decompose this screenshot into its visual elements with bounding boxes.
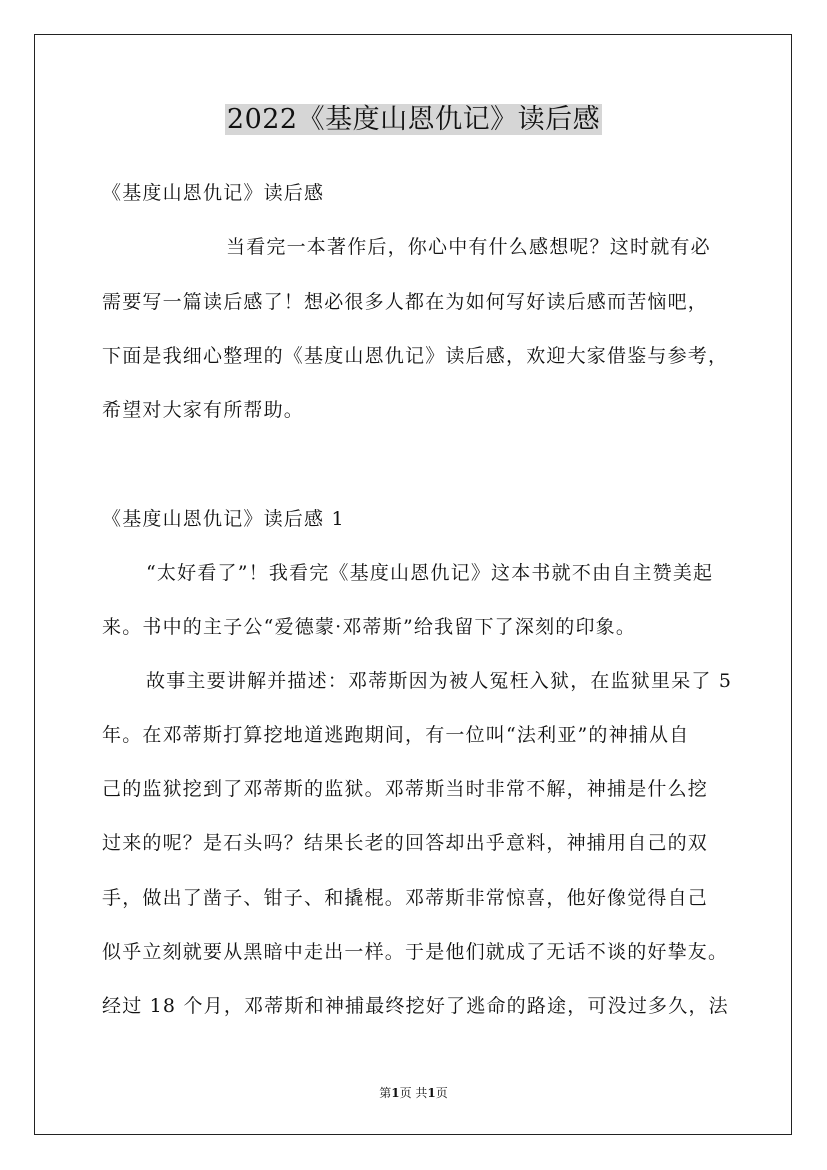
body-line: 经过 18 个月，邓蒂斯和神捕最终挖好了逃命的路途，可没过多久，法 <box>102 995 729 1017</box>
footer-page-suffix: 页 <box>435 1086 448 1100</box>
body-line: 似乎立刻就要从黑暗中走出一样。于是他们就成了无话不谈的好挚友。 <box>102 941 729 963</box>
body-line: 当看完一本著作后，你心中有什么感想呢？这时就有必 <box>226 236 711 258</box>
body-line: “太好看了”！我看完《基度山恩仇记》这本书就不由自主赞美起 <box>146 562 714 584</box>
body-line: 需要写一篇读后感了！想必很多人都在为如何写好读后感而苦恼吧， <box>102 291 709 313</box>
document-title-wrap <box>0 100 827 140</box>
footer-page-mid: 页 共 <box>399 1086 428 1100</box>
document-title: 2022《基度山恩仇记》读后感 <box>226 104 601 135</box>
footer-total-pages: 1 <box>427 1086 436 1100</box>
body-line: 年。在邓蒂斯打算挖地道逃跑期间，有一位叫“法利亚”的神捕从自 <box>102 724 690 746</box>
body-line: 过来的呢？是石头吗？结果长老的回答却出乎意料，神捕用自己的双 <box>102 832 709 854</box>
footer-page-number: 1 <box>391 1086 400 1100</box>
subtitle-line: 《基度山恩仇记》读后感 <box>102 182 325 204</box>
footer-page-prefix: 第 <box>379 1086 392 1100</box>
section-heading: 《基度山恩仇记》读后感 1 <box>102 508 345 530</box>
body-line: 来。书中的主子公“爱德蒙·邓蒂斯”给我留下了深刻的印象。 <box>102 616 637 638</box>
body-line: 故事主要讲解并描述：邓蒂斯因为被人冤枉入狱，在监狱里呆了 5 <box>146 670 733 692</box>
body-line: 希望对大家有所帮助。 <box>102 399 305 421</box>
page-footer <box>0 1085 827 1101</box>
body-line: 下面是我细心整理的《基度山恩仇记》读后感，欢迎大家借鉴与参考， <box>102 345 729 367</box>
body-line: 己的监狱挖到了邓蒂斯的监狱。邓蒂斯当时非常不解，神捕是什么挖 <box>102 778 709 800</box>
body-line: 手，做出了凿子、钳子、和撬棍。邓蒂斯非常惊喜，他好像觉得自己 <box>102 887 709 909</box>
